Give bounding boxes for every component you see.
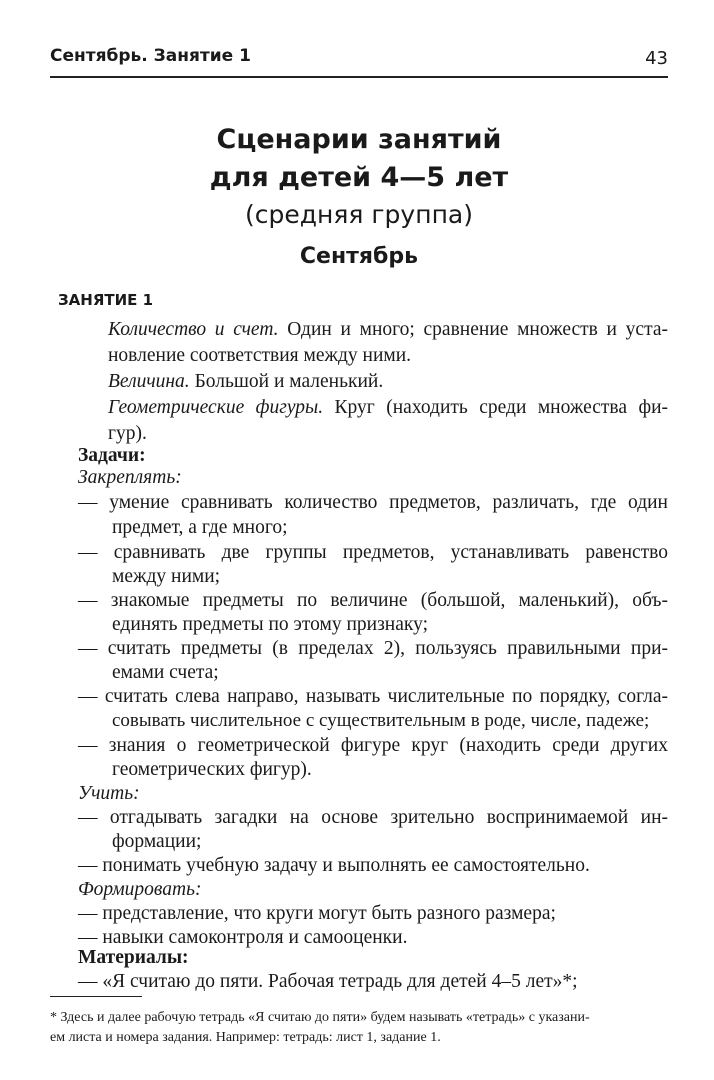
tasks-heading: Задачи:: [78, 445, 146, 466]
section-subtitle: (средняя группа): [245, 200, 473, 229]
materials-heading: Материалы:: [78, 947, 189, 968]
list-item: — знакомые предметы по величине (большой, маленький), объ-: [78, 590, 668, 611]
teach-label: Учить:: [78, 783, 140, 804]
list-item: — отгадывать загадки на основе зрительно воспринимаемой ин-: [78, 807, 668, 828]
section-title-line-1: Сценарии занятий: [216, 124, 502, 155]
list-item-cont: совывать числительное с существительным в роде, числе, падеже;: [112, 710, 650, 731]
list-item-cont: предмет, а где много;: [112, 517, 288, 538]
topic-text: Один и много; сравнение множеств и уста-: [278, 319, 668, 340]
footnote-line-1: * Здесь и далее рабочую тетрадь «Я считаю до пяти» будем называть «тетрадь» с указани-: [50, 1010, 590, 1025]
list-item-cont: между ними;: [112, 566, 221, 587]
page-number: 43: [645, 48, 668, 69]
list-item: — сравнивать две группы предметов, устанавливать равенство: [78, 542, 668, 563]
list-item: — навыки самоконтроля и самооценки.: [78, 927, 408, 948]
topic-count-cont: новление соответствия между ними.: [108, 345, 412, 366]
topic-size: [108, 370, 383, 394]
list-item-cont: емами счета;: [112, 662, 219, 683]
topic-text: Большой и маленький.: [189, 371, 384, 392]
list-item: — понимать учебную задачу и выполнять ее самостоятельно.: [78, 855, 590, 876]
list-item-cont: геометрических фигур).: [112, 759, 312, 780]
list-item: — считать предметы (в пределах 2), пользуясь правильными при-: [78, 638, 668, 659]
footnote-rule: [50, 996, 142, 997]
list-item: — считать слева направо, называть числительные по порядку, согла-: [78, 686, 668, 707]
list-item-cont: единять предметы по этому признаку;: [112, 614, 429, 635]
running-title: Сентябрь. Занятие 1: [50, 46, 251, 66]
topic-label: Величина.: [108, 371, 190, 392]
topic-label: Количество и счет.: [108, 319, 279, 340]
topic-shapes-cont: гур).: [108, 423, 147, 444]
list-item: — знания о геометрической фигуре круг (находить среди других: [78, 735, 668, 756]
topic-text: Круг (находить среди множества фи-: [323, 397, 669, 418]
list-item: — представление, что круги могут быть разного размера;: [78, 903, 556, 924]
month-heading: Сентябрь: [299, 244, 419, 269]
list-item-cont: формации;: [112, 831, 202, 852]
list-item: — умение сравнивать количество предметов, различать, где один: [78, 492, 668, 513]
materials-item: — «Я считаю до пяти. Рабочая тетрадь для детей 4–5 лет»*;: [78, 971, 578, 992]
footnote-line-2: ем листа и номера задания. Например: тетрадь: лист 1, задание 1.: [50, 1030, 441, 1045]
lesson-title: ЗАНЯТИЕ 1: [58, 291, 154, 309]
topic-shapes: [108, 396, 668, 420]
section-title-line-2: для детей 4—5 лет: [209, 162, 509, 193]
reinforce-label: Закреплять:: [78, 467, 182, 488]
topic-label: Геометрические фигуры.: [108, 397, 324, 418]
topic-count: [108, 318, 668, 342]
form-label: Формировать:: [78, 879, 202, 900]
